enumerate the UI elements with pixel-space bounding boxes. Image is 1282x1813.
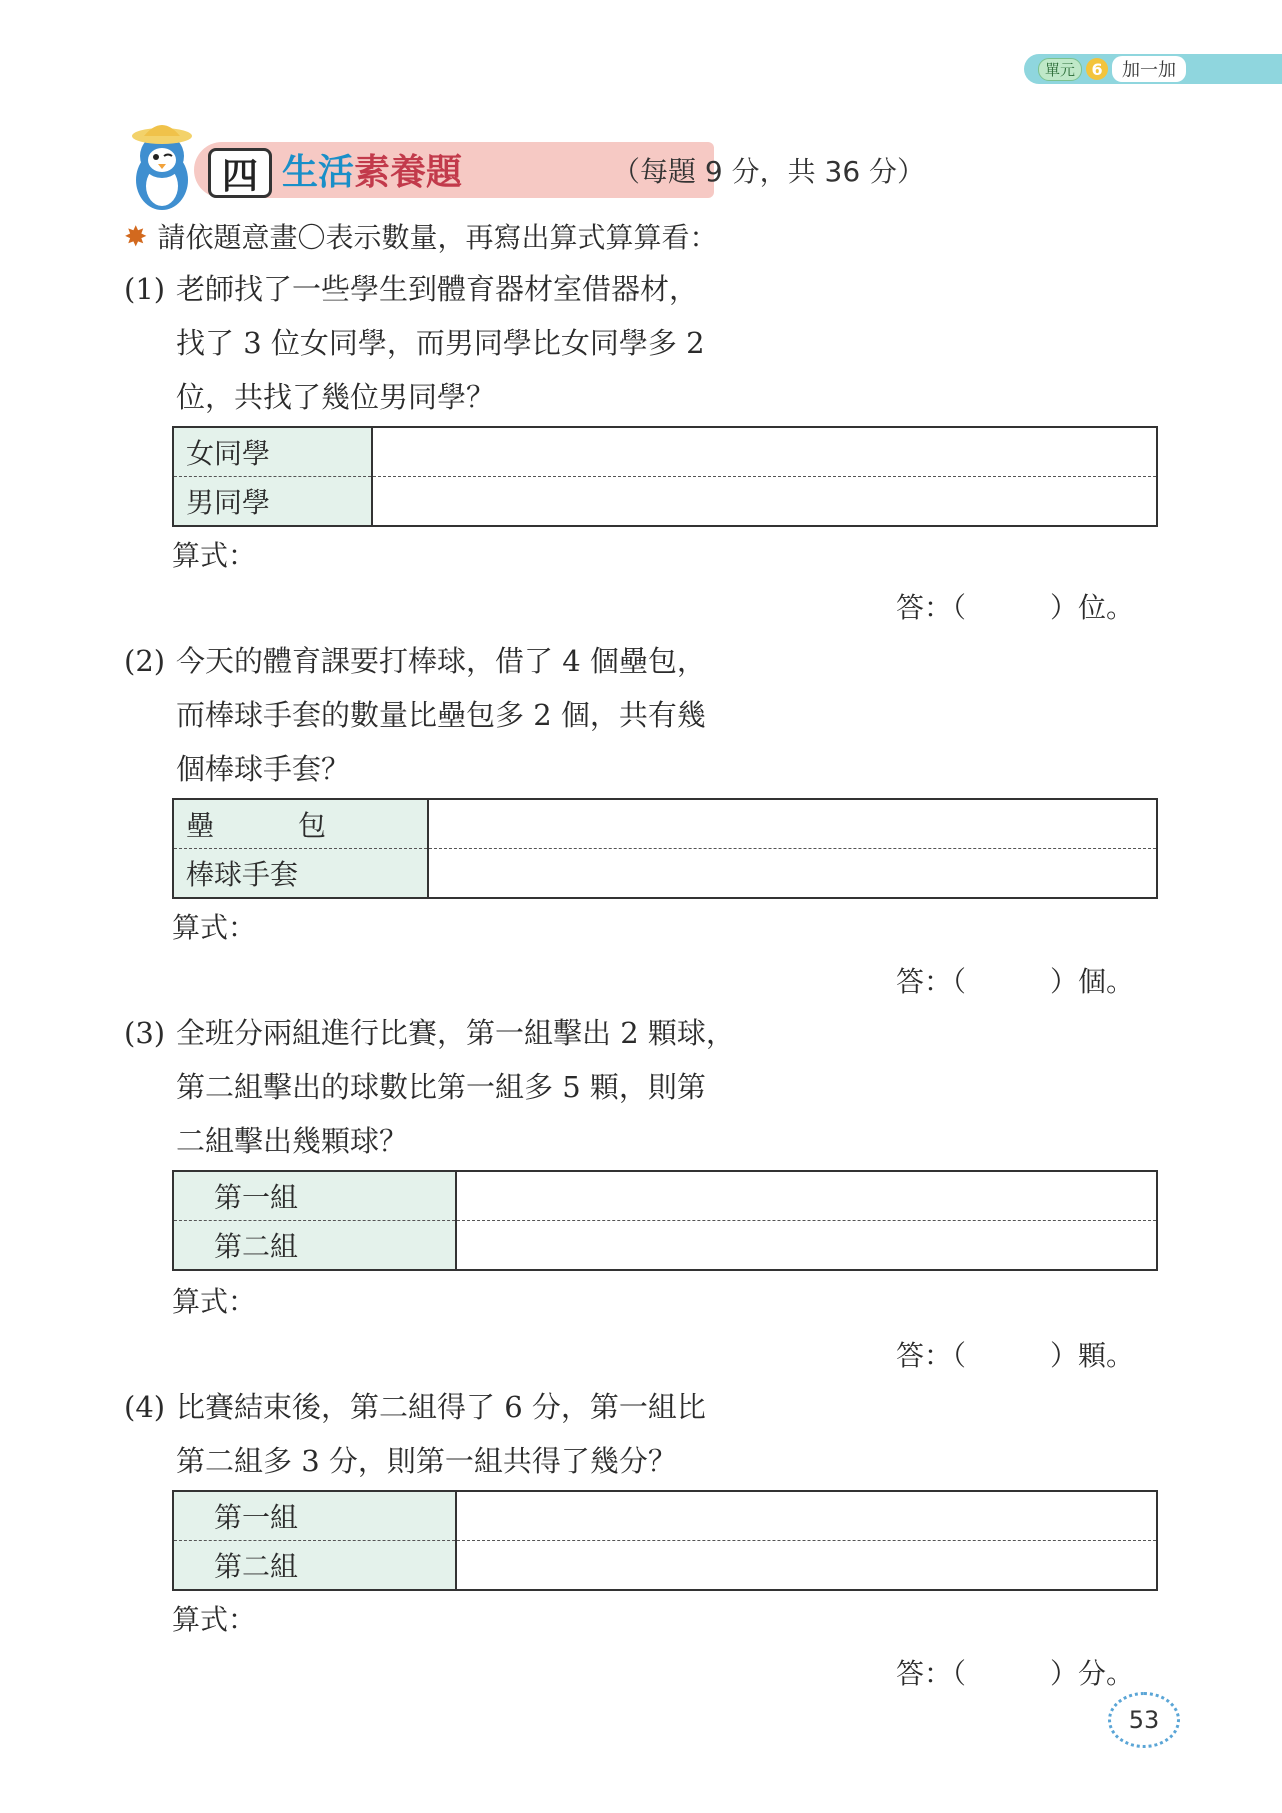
- question-line: 找了 3 位女同學，而男同學比女同學多 2: [176, 326, 705, 360]
- table-row-label: 壘 包: [173, 799, 428, 849]
- question-line: 全班分兩組進行比賽，第一組擊出 2 顆球，: [176, 1016, 735, 1050]
- answer-line[interactable]: 答：（ ）分。: [895, 1657, 1134, 1690]
- unit-name: 加一加: [1112, 56, 1186, 82]
- formula-label: 算式：: [172, 1285, 257, 1318]
- unit-number: 6: [1086, 58, 1108, 80]
- answer-line[interactable]: 答：（ ）位。: [895, 591, 1134, 624]
- section-score: （每題 9 分，共 36 分）: [612, 155, 926, 188]
- answer-table-2: [172, 798, 1158, 899]
- question-line: 比賽結束後，第二組得了 6 分，第一組比: [176, 1390, 706, 1424]
- drawing-area[interactable]: [372, 427, 1157, 477]
- section-header: [122, 120, 1162, 220]
- formula-label: 算式：: [172, 911, 257, 944]
- question-line: 老師找了一些學生到體育器材室借器材，: [176, 272, 699, 306]
- question-line: 個棒球手套？: [176, 752, 351, 786]
- formula-label: 算式：: [172, 1603, 257, 1636]
- question-number: (1): [124, 272, 166, 306]
- section-title: [282, 144, 462, 194]
- question-4: [124, 1380, 1164, 1488]
- drawing-area[interactable]: [456, 1221, 1157, 1271]
- drawing-area[interactable]: [428, 849, 1157, 899]
- answer-table-1: [172, 426, 1158, 527]
- question-line: 第二組擊出的球數比第一組多 5 顆，則第: [176, 1070, 706, 1104]
- question-line: 二組擊出幾顆球？: [176, 1124, 409, 1158]
- formula-label: 算式：: [172, 539, 257, 572]
- table-row-label: 女同學: [173, 427, 372, 477]
- section-title-part1: 生活: [282, 151, 355, 193]
- table-row-label: 棒球手套: [173, 849, 428, 899]
- question-line: 今天的體育課要打棒球，借了 4 個壘包，: [176, 644, 706, 678]
- table-row-label: 第一組: [173, 1171, 456, 1221]
- table-row-label: 第二組: [173, 1221, 456, 1271]
- penguin-mascot-icon: [122, 122, 202, 214]
- question-2: [124, 634, 1164, 796]
- section-number: 四: [208, 148, 272, 198]
- instruction: [124, 216, 717, 256]
- question-line: 第二組多 3 分，則第一組共得了幾分？: [176, 1444, 677, 1478]
- question-number: (2): [124, 644, 166, 678]
- question-1: [124, 262, 1164, 424]
- table-row-label: 男同學: [173, 477, 372, 527]
- drawing-area[interactable]: [456, 1171, 1157, 1221]
- page-number: 53: [1108, 1692, 1180, 1748]
- unit-prefix: 單元: [1038, 58, 1082, 81]
- drawing-area[interactable]: [456, 1541, 1157, 1591]
- question-line: 而棒球手套的數量比壘包多 2 個，共有幾: [176, 698, 706, 732]
- table-row-label: 第一組: [173, 1491, 456, 1541]
- question-number: (4): [124, 1390, 166, 1424]
- drawing-area[interactable]: [456, 1491, 1157, 1541]
- question-number: (3): [124, 1016, 166, 1050]
- instruction-text: 請依題意畫〇表示數量，再寫出算式算算看：: [157, 221, 718, 254]
- answer-line[interactable]: 答：（ ）顆。: [895, 1339, 1134, 1372]
- question-line: 位，共找了幾位男同學？: [176, 380, 496, 414]
- answer-table-3: [172, 1170, 1158, 1271]
- drawing-area[interactable]: [428, 799, 1157, 849]
- table-row-label: 第二組: [173, 1541, 456, 1591]
- question-3: [124, 1006, 1164, 1168]
- answer-table-4: [172, 1490, 1158, 1591]
- maple-leaf-icon: ✸: [124, 219, 148, 253]
- drawing-area[interactable]: [372, 477, 1157, 527]
- unit-tab: [1024, 54, 1282, 84]
- section-title-part2: 素養題: [354, 151, 463, 193]
- answer-line[interactable]: 答：（ ）個。: [895, 965, 1134, 998]
